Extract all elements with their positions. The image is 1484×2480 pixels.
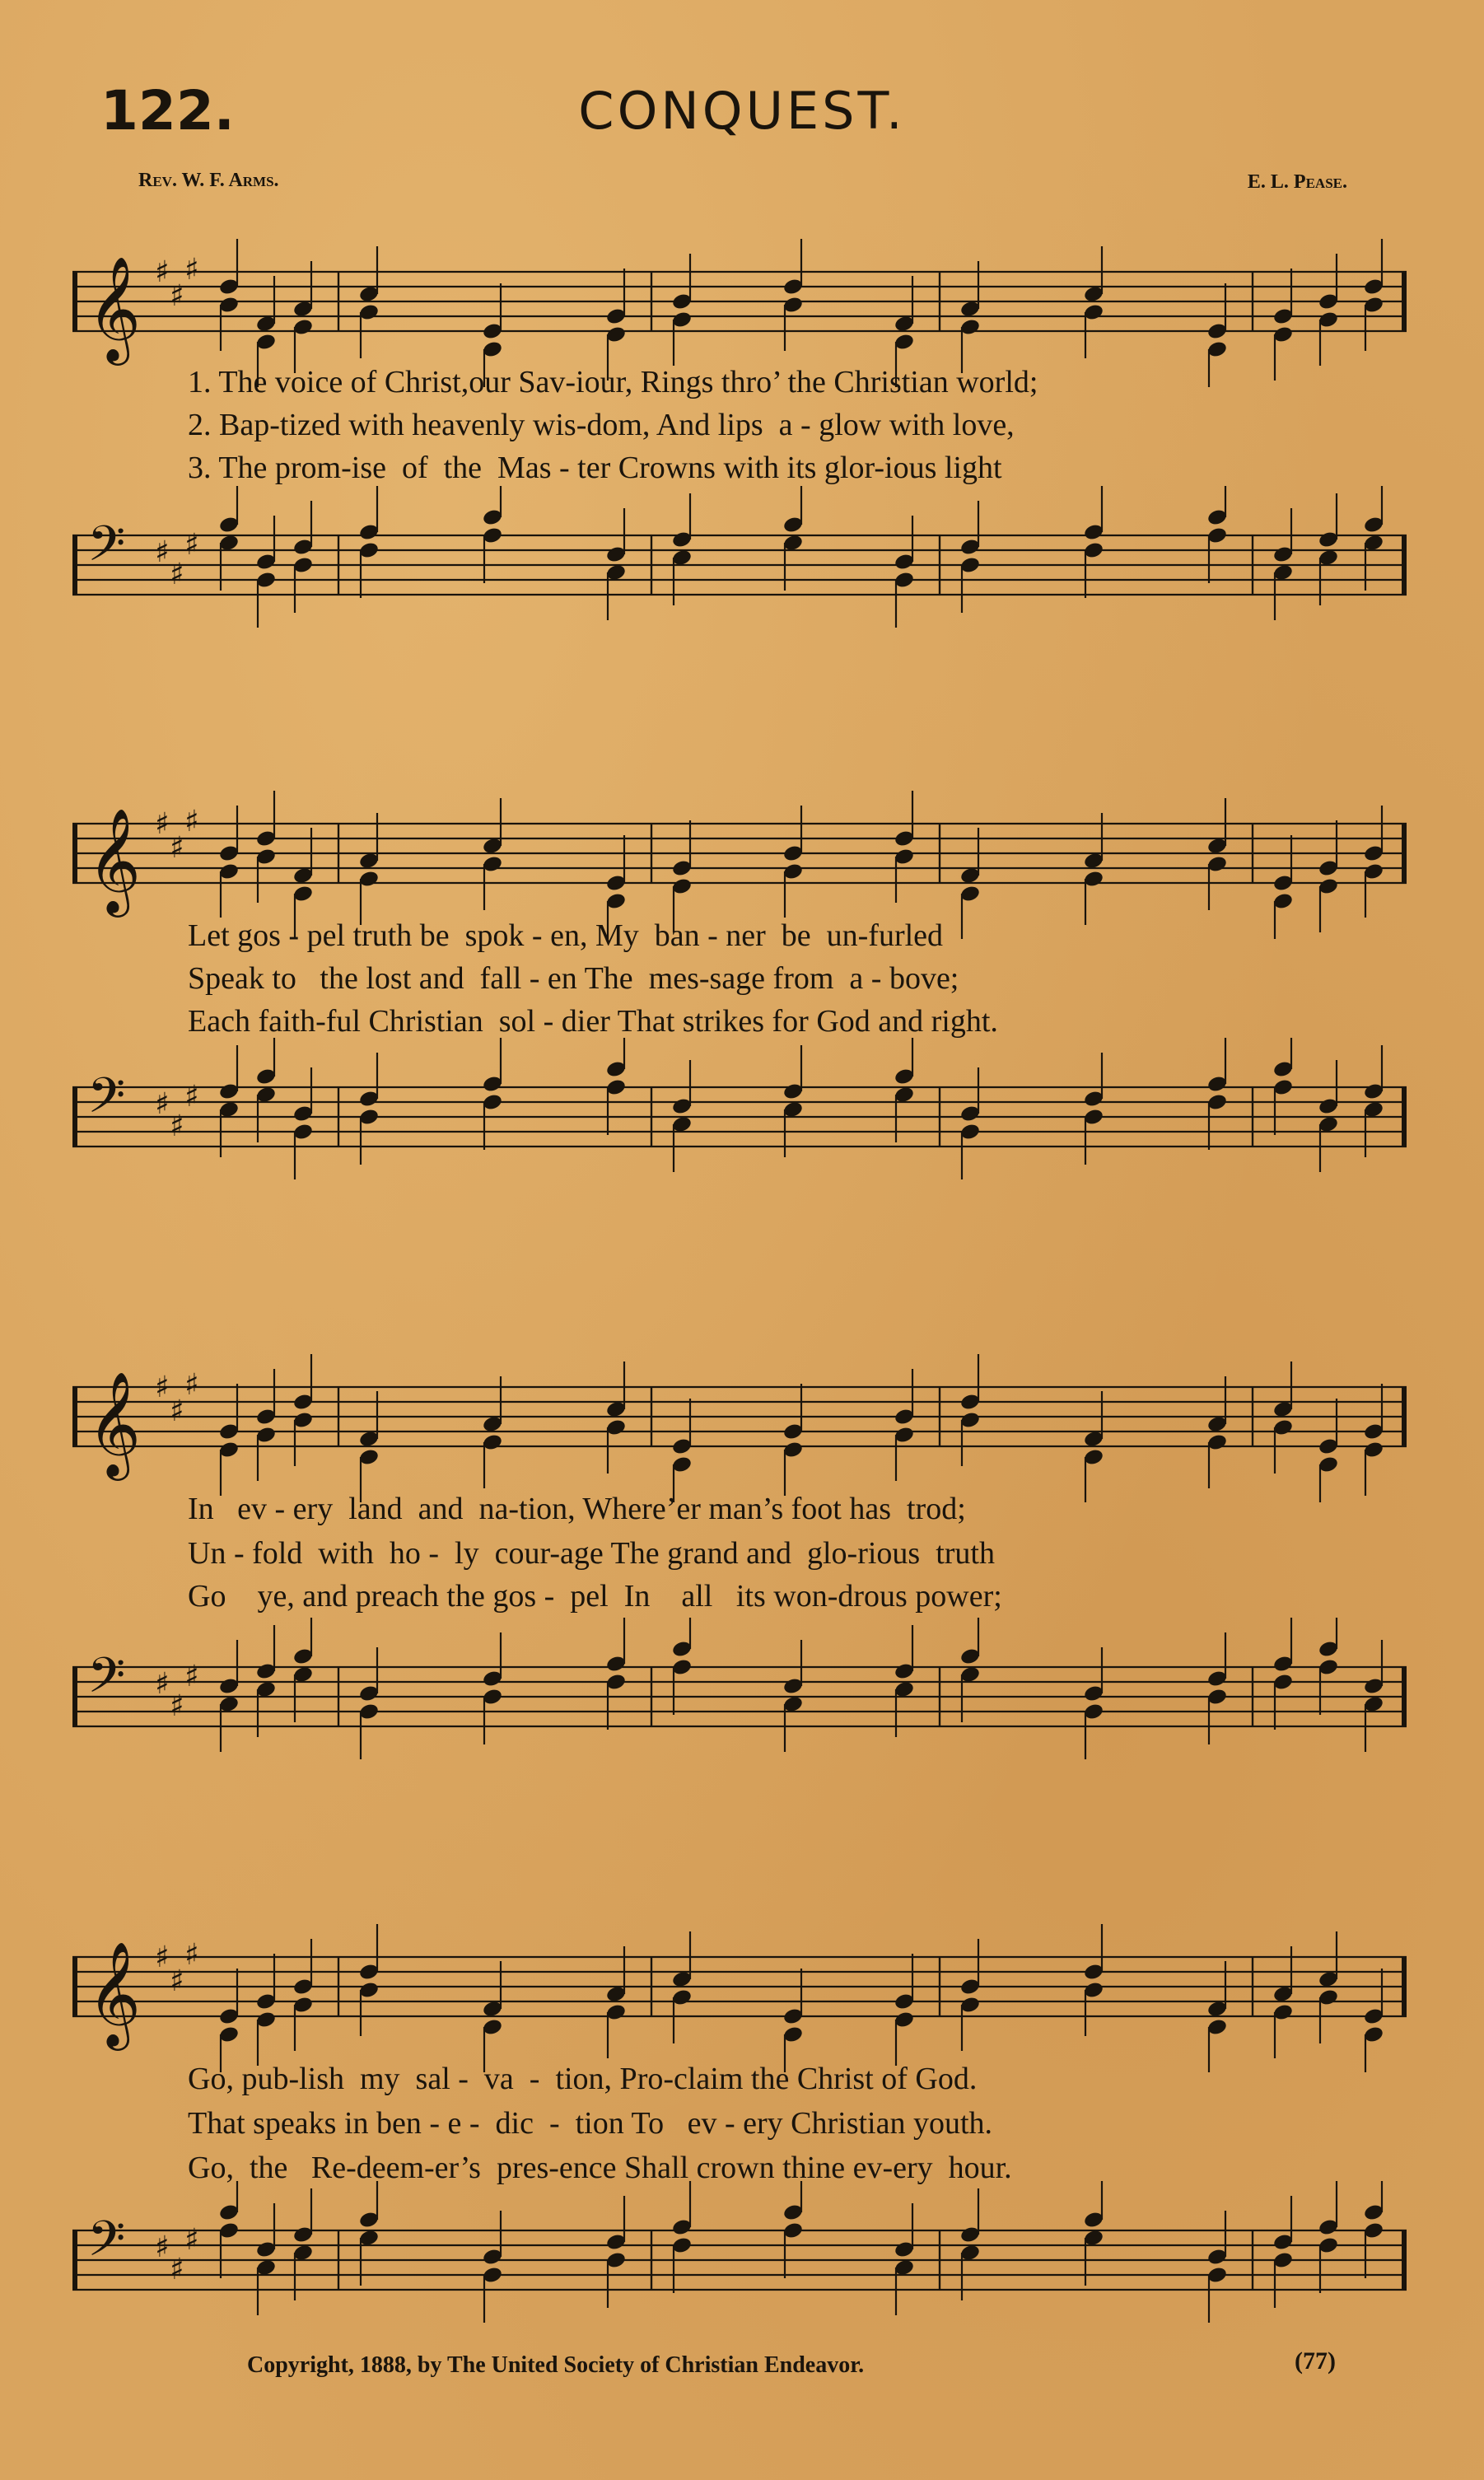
bass-clef-icon: 𝄢 xyxy=(87,2210,126,2279)
sharp-icon: ♯ xyxy=(184,2223,199,2257)
sharp-icon: ♯ xyxy=(155,1667,170,1701)
sharp-icon: ♯ xyxy=(155,535,170,569)
lyric-verse-2: That speaks in ben - e - dic - tion To ev - ery Christian youth. xyxy=(188,2106,993,2141)
sharp-icon: ♯ xyxy=(155,1087,170,1121)
treble-clef-icon: 𝄞 xyxy=(87,1941,142,2046)
sharp-icon: ♯ xyxy=(170,558,184,591)
music-system-3 xyxy=(72,1338,1407,1799)
composer-credit: E. L. Pease. xyxy=(1247,171,1347,193)
treble-clef-icon: 𝄞 xyxy=(87,255,142,361)
bass-clef-icon: 𝄢 xyxy=(87,1067,126,1136)
bass-clef-icon: 𝄢 xyxy=(87,1646,126,1716)
bass-staff xyxy=(72,486,1407,651)
sharp-icon: ♯ xyxy=(170,1689,184,1723)
sharp-icon: ♯ xyxy=(184,253,199,287)
lyric-verse-3: 3. The prom-ise of the Mas - ter Crowns with its glor-ious light xyxy=(188,451,1002,485)
copyright-notice: Copyright, 1888, by The United Society of Christian Endeavor. xyxy=(247,2352,865,2378)
music-system-2 xyxy=(72,774,1407,1219)
treble-staff xyxy=(72,774,1407,939)
author-credit: Rev. W. F. Arms. xyxy=(138,170,279,191)
treble-staff xyxy=(72,1908,1407,2072)
sharp-icon: ♯ xyxy=(184,1080,199,1114)
hymn-number: 122. xyxy=(100,79,235,142)
lyric-verse-1: In ev - ery land and na-tion, Where’er man’s foot has trod; xyxy=(188,1492,966,1526)
lyric-verse-3: Go, the Re-deem-er’s pres-ence Shall crown thine ev-ery hour. xyxy=(188,2151,1012,2185)
sharp-icon: ♯ xyxy=(155,807,170,841)
lyric-verse-1: Go, pub-lish my sal - va - tion, Pro-claim the Christ of God. xyxy=(188,2062,978,2096)
sharp-icon: ♯ xyxy=(170,1109,184,1143)
sharp-icon: ♯ xyxy=(155,255,170,289)
lyric-verse-2: Un - fold with ho - ly cour-age The grand and glo-rious truth xyxy=(188,1536,995,1571)
lyric-verse-2: Speak to the lost and fall - en The mes-sage from a - bove; xyxy=(188,961,959,996)
treble-staff xyxy=(72,222,1407,387)
sharp-icon: ♯ xyxy=(170,831,184,865)
sharp-icon: ♯ xyxy=(184,528,199,562)
sharp-icon: ♯ xyxy=(170,2253,184,2286)
page-number: (77) xyxy=(1295,2347,1336,2375)
music-system-1 xyxy=(72,222,1407,651)
hymn-title: CONQUEST. xyxy=(578,81,906,141)
lyric-verse-2: 2. Bap-tized with heavenly wis-dom, And lips a - glow with love, xyxy=(188,408,1015,442)
bass-staff xyxy=(72,2181,1407,2346)
sharp-icon: ♯ xyxy=(170,1964,184,1998)
lyric-verse-3: Go ye, and preach the gos - pel In all its won-drous power; xyxy=(188,1579,1002,1614)
treble-clef-icon: 𝄞 xyxy=(87,807,142,913)
lyric-verse-1: Let gos - pel truth be spok - en, My ban - ner be un-furled xyxy=(188,918,944,953)
treble-staff xyxy=(72,1338,1407,1502)
sharp-icon: ♯ xyxy=(155,1371,170,1404)
treble-clef-icon: 𝄞 xyxy=(87,1371,142,1476)
sharp-icon: ♯ xyxy=(155,2230,170,2264)
sharp-icon: ♯ xyxy=(184,805,199,838)
sharp-icon: ♯ xyxy=(170,1394,184,1428)
music-system-4 xyxy=(72,1908,1407,2336)
sharp-icon: ♯ xyxy=(170,279,184,313)
lyric-verse-3: Each faith-ful Christian sol - dier That strikes for God and right. xyxy=(188,1004,998,1039)
lyric-verse-1: 1. The voice of Christ,our Sav-iour, Rings thro’ the Christian world; xyxy=(188,365,1038,399)
sharp-icon: ♯ xyxy=(155,1941,170,1974)
sharp-icon: ♯ xyxy=(184,1368,199,1402)
bass-staff xyxy=(72,1038,1407,1203)
bass-clef-icon: 𝄢 xyxy=(87,515,126,584)
sharp-icon: ♯ xyxy=(184,1938,199,1972)
sharp-icon: ♯ xyxy=(184,1660,199,1693)
bass-staff xyxy=(72,1618,1407,1782)
